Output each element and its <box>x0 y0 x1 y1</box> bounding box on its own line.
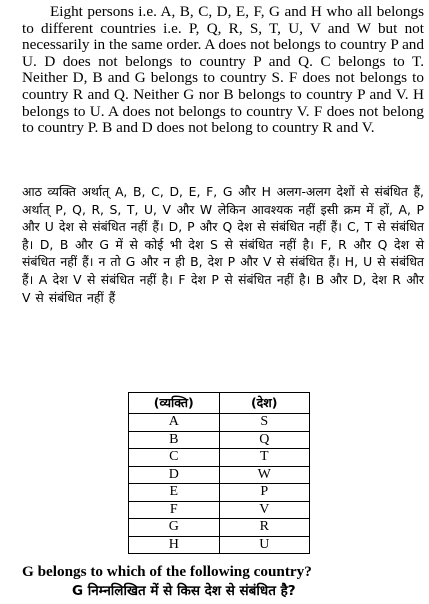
table-row <box>129 414 310 432</box>
header-person: (व्यक्ति) <box>129 393 220 414</box>
table-row <box>129 536 310 554</box>
cell-country: T <box>219 449 310 467</box>
cell-person: H <box>129 536 220 554</box>
cell-person: C <box>129 449 220 467</box>
cell-person: A <box>129 414 220 432</box>
table-row <box>129 501 310 519</box>
table-row <box>129 519 310 537</box>
passage-english: Eight persons i.e. A, B, C, D, E, F, G and H who all belongs to different countries i.e. P, Q, R, S, T, U, V and W but not necessarily in the same order. A does not belongs to country P and U. D does not belongs to country P and Q. C belongs to T. Neither D, B and G belongs to country S. F does not belongs to country R and Q. Neither G nor B belongs to country P and V. H belongs to U. A does not belongs to country V. F does not belong to country P. B and D does not belong to country R and V. <box>22 3 424 137</box>
table-row <box>129 449 310 467</box>
cell-person: G <box>129 519 220 537</box>
question-hindi: G निम्नलिखित में से किस देश से संबंधित है? <box>72 583 296 599</box>
question-english: G belongs to which of the following country? <box>22 563 312 580</box>
cell-country: R <box>219 519 310 537</box>
cell-country: S <box>219 414 310 432</box>
cell-country: U <box>219 536 310 554</box>
table-row <box>129 466 310 484</box>
table-row <box>129 484 310 502</box>
cell-country: Q <box>219 431 310 449</box>
person-country-table <box>128 392 310 554</box>
cell-country: V <box>219 501 310 519</box>
passage-hindi: आठ व्यक्ति अर्थात् A, B, C, D, E, F, G और H अलग-अलग देशों से संबंधित हैं, अर्थात् P, Q, R, S, T, U, V और W लेकिन आवश्यक नहीं इसी क्रम में हों, A, P और U देश से संबंधित नहीं हैं। D, P और Q देश से संबंधित नहीं हैं। C, T से संबंधित है। D, B और G में से कोई भी देश S से संबंधित नहीं है। F, R और Q देश से संबंधित नहीं हैं। न तो G और न ही B, देश P और V से संबंधित हैं। H, U से संबंधित हैं। A देश V से संबंधित नहीं है। F देश P से संबंधित नहीं है। B और D, देश R और V से संबंधित नहीं हैं <box>22 184 424 305</box>
cell-country: P <box>219 484 310 502</box>
cell-person: B <box>129 431 220 449</box>
cell-country: W <box>219 466 310 484</box>
table-header-row <box>129 393 310 414</box>
table-row <box>129 431 310 449</box>
cell-person: D <box>129 466 220 484</box>
cell-person: F <box>129 501 220 519</box>
cell-person: E <box>129 484 220 502</box>
header-country: (देश) <box>219 393 310 414</box>
